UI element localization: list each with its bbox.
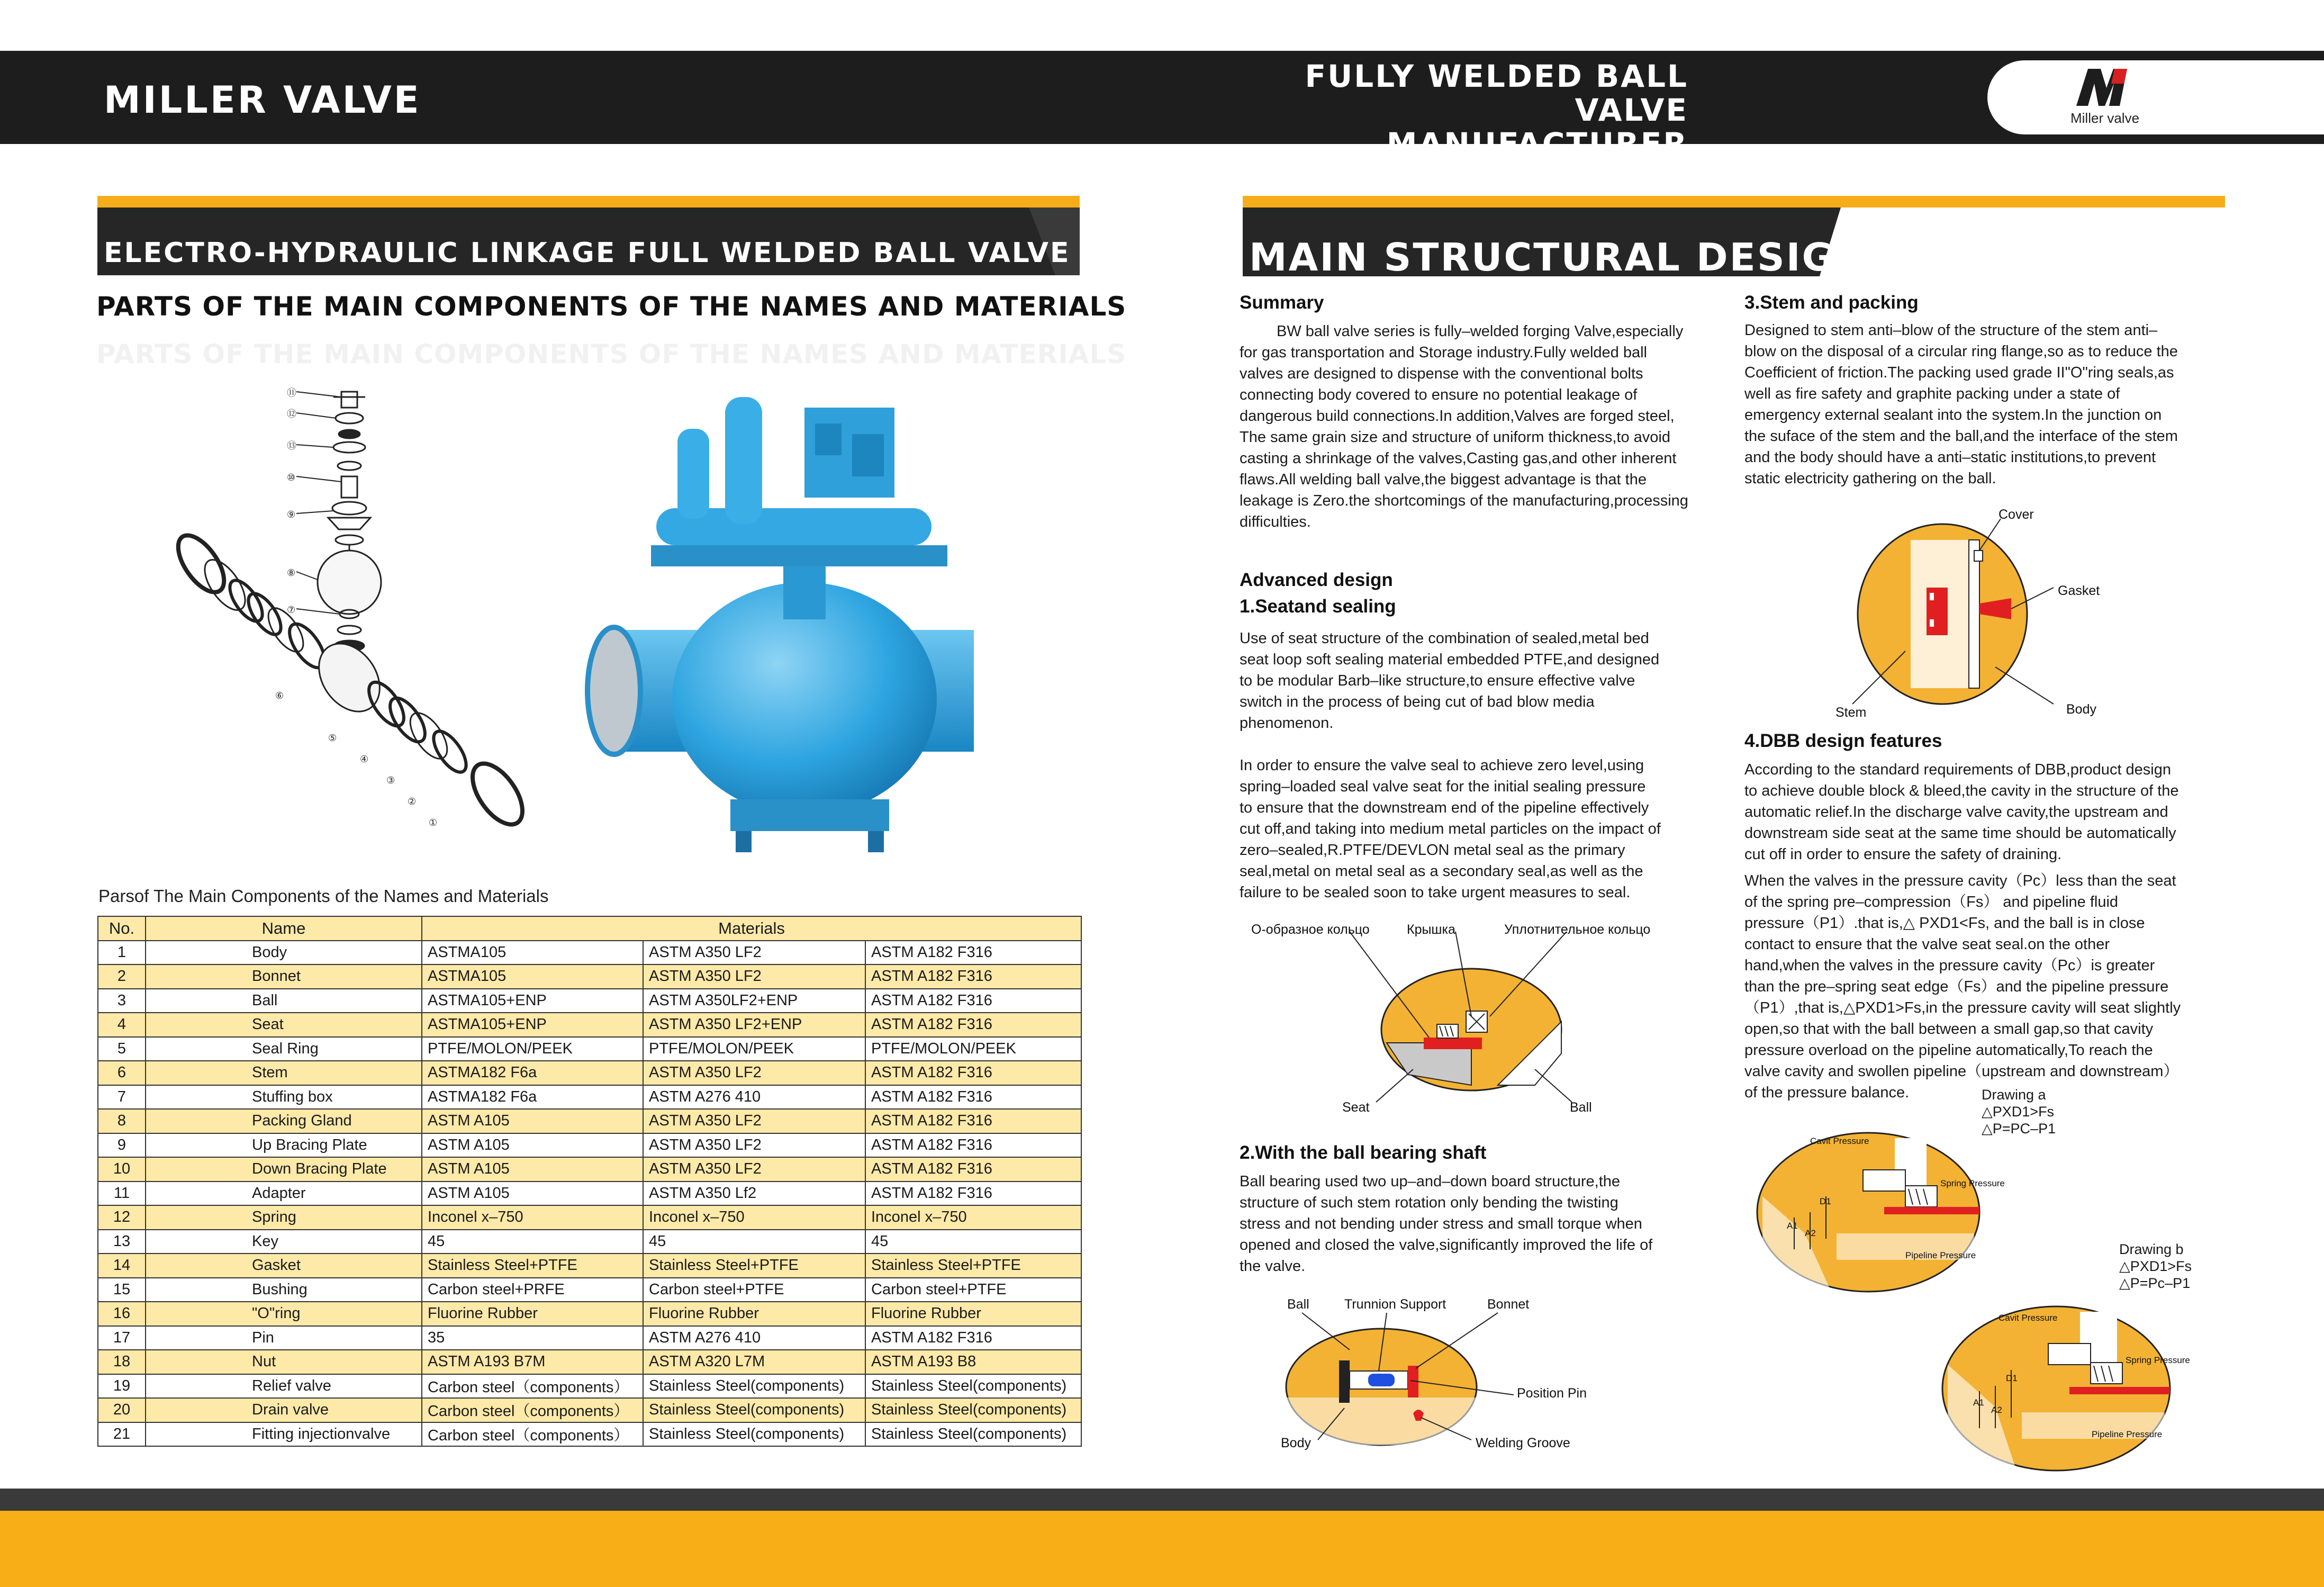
dbb-heading: 4.DBB design features [1744, 731, 1942, 751]
table-body [98, 941, 1081, 1447]
table-row [98, 1422, 1081, 1447]
table-row [98, 1398, 1081, 1422]
cell-material-2: Stainless Steel(components) [643, 1398, 865, 1422]
bearing-line: opened and closed the valve,significantly improved the life of [1240, 1237, 1653, 1254]
table-row [98, 1326, 1081, 1350]
cell-material-2: 45 [643, 1230, 865, 1254]
cell-material-2: PTFE/MOLON/PEEK [643, 1037, 865, 1061]
cell-part-name: Packing Gland [146, 1109, 422, 1133]
cell-no: 14 [98, 1254, 146, 1278]
cell-no: 2 [98, 964, 146, 989]
label-d1: D1 [1820, 1196, 1831, 1206]
label-spring-pressure: Spring Pressure [2126, 1355, 2190, 1365]
cell-material-2: ASTM A350 LF2 [643, 1061, 865, 1085]
label-a2: A2 [1805, 1228, 1816, 1238]
cell-material-3: Stainless Steel+PTFE [865, 1254, 1081, 1278]
footer-bar-dark [0, 1489, 2324, 1511]
table-row [98, 1254, 1081, 1278]
drawing-a-formula-2: △P=PC–P1 [1982, 1121, 2056, 1137]
summary-line: valves are designed to dispense with the conventional bolts [1240, 365, 1643, 382]
stem-line: and the body should have a anti–static institutions,to prevent [1744, 449, 2156, 466]
summary-heading: Summary [1240, 292, 1324, 313]
cell-material-1: ASTM A105 [422, 1133, 643, 1158]
bearing-heading: 2.With the ball bearing shaft [1240, 1142, 1487, 1163]
cell-no: 20 [98, 1398, 146, 1422]
cell-no: 8 [98, 1109, 146, 1133]
seat-line: In order to ensure the valve seal to achieve zero level,using [1240, 757, 1644, 774]
cell-part-name: Bushing [146, 1278, 422, 1302]
cell-material-3: ASTM A182 F316 [865, 1326, 1081, 1350]
cell-material-1: Carbon steel+PRFE [422, 1278, 643, 1302]
cell-part-name: Ball [146, 989, 422, 1013]
label-d1: D1 [2006, 1373, 2018, 1383]
cell-material-2: ASTM A276 410 [643, 1085, 865, 1110]
drawing-b-formula-2: △P=Pc–P1 [2119, 1275, 2191, 1291]
tagline-line-1: FULLY WELDED BALL VALVE [1305, 58, 1688, 128]
table-row [98, 1205, 1081, 1230]
dbb-line: of the pressure balance. [1744, 1084, 1910, 1101]
cell-material-1: ASTMA105 [422, 964, 643, 989]
cell-material-1: ASTMA105+ENP [422, 989, 643, 1013]
dbb-line: than the pre–spring seat edge（Fs）and the pipeline pressure [1744, 978, 2169, 995]
cell-material-1: Inconel x–750 [422, 1205, 643, 1230]
callout-3: ③ [386, 775, 395, 786]
subtitle-reflection: PARTS OF THE MAIN COMPONENTS OF THE NAMES AND MATERIALS [96, 339, 1127, 369]
cell-material-3: ASTM A182 F316 [865, 1157, 1081, 1182]
cell-material-2: ASTM A350 LF2 [643, 1133, 865, 1158]
dbb-line: open,so that with the ball between a small gap,so that cavity [1744, 1021, 2154, 1038]
dbb-line: to achieve double block & bleed,the cavity in the structure of the [1744, 782, 2179, 799]
cell-no: 1 [98, 941, 146, 965]
cell-part-name: Relief valve [146, 1374, 422, 1399]
header-name: Name [146, 916, 422, 941]
header-tagline [1233, 59, 1688, 161]
seat-line: seal,metal on metal seal as a secondary seal,as well as the [1240, 863, 1643, 880]
cell-part-name: Body [146, 941, 422, 965]
bearing-line: stress and not bending under stress and small torque when [1240, 1215, 1642, 1232]
cell-material-2: ASTM A350 LF2 [643, 1109, 865, 1133]
dbb-line: downstream side seat at the same time should be automatically [1744, 825, 2176, 842]
cell-material-2: ASTM A350 LF2+ENP [643, 1013, 865, 1037]
label-seat: Seat [1342, 1100, 1370, 1115]
callout-10: ⑩ [287, 472, 296, 483]
cell-part-name: Gasket [146, 1254, 422, 1278]
cell-material-2: Fluorine Rubber [643, 1302, 865, 1326]
cell-no: 19 [98, 1374, 146, 1399]
drawing-b-caption [2119, 1241, 2192, 1292]
cell-material-3: Fluorine Rubber [865, 1302, 1081, 1326]
drawing-a-title: Drawing a [1982, 1087, 2046, 1103]
stem-packing-diagram [1821, 508, 2117, 725]
cell-material-3: ASTM A182 F316 [865, 941, 1081, 965]
seat-line: cut off,and taking into medium metal particles on the impact of [1240, 820, 1661, 837]
seat-line: phenomenon. [1240, 715, 1334, 732]
dbb-line: of the spring pre–compression（Fs） and pipeline fluid [1744, 894, 2119, 910]
table-row [98, 1157, 1081, 1182]
advanced-design-heading: Advanced design [1240, 570, 1393, 590]
cell-part-name: Pin [146, 1326, 422, 1350]
table-row [98, 1302, 1081, 1326]
cell-material-3: Inconel x–750 [865, 1205, 1081, 1230]
label-welding-groove: Welding Groove [1476, 1436, 1570, 1450]
cell-material-1: ASTMA182 F6a [422, 1061, 643, 1085]
cell-material-3: ASTM A182 F316 [865, 1109, 1081, 1133]
cell-material-1: Stainless Steel+PTFE [422, 1254, 643, 1278]
cell-material-1: ASTM A193 B7M [422, 1350, 643, 1374]
cell-no: 10 [98, 1157, 146, 1182]
cell-material-2: Carbon steel+PTFE [643, 1278, 865, 1302]
cell-material-3: ASTM A193 B8 [865, 1350, 1081, 1374]
stem-line: well as fire safety and graphite packing under a state of [1744, 385, 2120, 402]
label-pipeline-pressure: Pipeline Pressure [2092, 1429, 2163, 1439]
cell-no: 13 [98, 1230, 146, 1254]
cell-part-name: Seal Ring [146, 1037, 422, 1061]
exploded-view-diagram [153, 381, 556, 842]
cell-part-name: "O"ring [146, 1302, 422, 1326]
cell-no: 11 [98, 1182, 146, 1206]
section-subtitle: PARTS OF THE MAIN COMPONENTS OF THE NAMES AND MATERIALS [96, 291, 1127, 322]
cell-material-1: PTFE/MOLON/PEEK [422, 1037, 643, 1061]
parts-materials-table [97, 916, 1082, 1447]
cell-no: 4 [98, 1013, 146, 1037]
table-row [98, 1085, 1081, 1110]
table-caption: Parsof The Main Components of the Names and Materials [98, 886, 549, 906]
summary-line: BW ball valve series is fully–welded forging Valve,especially [1277, 323, 1684, 340]
cell-material-2: ASTM A350 LF2 [643, 941, 865, 965]
seat-sealing-text [1240, 628, 1703, 734]
dbb-line: According to the standard requirements of DBB,product design [1744, 761, 2172, 778]
cell-no: 17 [98, 1326, 146, 1350]
label-cover-ru: Крышка [1407, 922, 1455, 937]
dbb-line: When the valves in the pressure cavity（Pc）less than the seat [1744, 872, 2176, 889]
table-row [98, 1350, 1081, 1374]
cell-no: 5 [98, 1037, 146, 1061]
callout-12: ⑫ [287, 409, 296, 420]
table-row [98, 989, 1081, 1013]
cell-material-1: 35 [422, 1326, 643, 1350]
cell-part-name: Drain valve [146, 1398, 422, 1422]
miller-logo-icon [2072, 67, 2141, 107]
seat-line: failure to be sealed soon to take urgent measures to seal. [1240, 884, 1631, 901]
cell-no: 3 [98, 989, 146, 1013]
dbb-line: （P1）,that is,△PXD1>Fs,in the pressure cavity will seat slightly [1744, 999, 2181, 1016]
cell-material-1: ASTM A105 [422, 1182, 643, 1206]
seat-line: spring–loaded seal valve seat for the initial sealing pressure [1240, 778, 1646, 795]
table-row [98, 1374, 1081, 1399]
cell-material-1: Fluorine Rubber [422, 1302, 643, 1326]
seat-line: zero–sealed,R.PTFE/DEVLON metal seal as the primary [1240, 842, 1625, 859]
table-row [98, 1013, 1081, 1037]
cell-material-1: ASTM A105 [422, 1157, 643, 1182]
summary-line: difficulties. [1240, 513, 1311, 530]
table-header-row [98, 916, 1081, 941]
cell-part-name: Key [146, 1230, 422, 1254]
label-ball: Ball [1570, 1100, 1592, 1115]
cell-part-name: Up Bracing Plate [146, 1133, 422, 1158]
cell-material-3: ASTM A182 F316 [865, 989, 1081, 1013]
label-o-ring: О-образное кольцо [1251, 922, 1370, 937]
label-bonnet: Bonnet [1487, 1297, 1530, 1312]
cell-material-2: ASTM A350 Lf2 [643, 1182, 865, 1206]
table-row [98, 941, 1081, 965]
summary-line: casting a shrinkage of the valves,Casting gas,and other inherent [1240, 450, 1677, 467]
label-ball: Ball [1287, 1297, 1309, 1312]
table-row [98, 1061, 1081, 1085]
cell-no: 7 [98, 1085, 146, 1110]
dbb-drawing-b [1937, 1301, 2175, 1476]
drawing-a-caption [1982, 1086, 2056, 1137]
logo-badge [1987, 60, 2324, 134]
table-row [98, 1182, 1081, 1206]
cell-material-1: Carbon steel（components） [422, 1374, 643, 1399]
callout-11: ⑪ [287, 387, 296, 399]
callout-9: ⑨ [287, 509, 296, 520]
cell-part-name: Fitting injectionvalve [146, 1422, 422, 1447]
cell-no: 6 [98, 1061, 146, 1085]
cell-material-3: ASTM A182 F316 [865, 1061, 1081, 1085]
cell-part-name: Nut [146, 1350, 422, 1374]
label-a2: A2 [1991, 1405, 2002, 1415]
summary-line: flaws.All welding ball valve,the biggest advantage is that the [1240, 471, 1647, 488]
dbb-line: hand,when the valves in the pressure cavity（Pc）is greater [1744, 957, 2155, 974]
stem-line: Designed to stem anti–blow of the structure of the stem anti– [1744, 322, 2158, 339]
cell-material-2: ASTM A276 410 [643, 1326, 865, 1350]
cell-material-3: Carbon steel+PTFE [865, 1278, 1081, 1302]
callout-5: ⑤ [328, 733, 337, 744]
bearing-line: the valve. [1240, 1258, 1306, 1275]
cell-material-3: ASTM A182 F316 [865, 1085, 1081, 1110]
cell-material-3: ASTM A182 F316 [865, 1182, 1081, 1206]
left-banner-title: ELECTRO-HYDRAULIC LINKAGE FULL WELDED BALL VALVE [104, 237, 1071, 269]
seat-line: to be modular Barb–like structure,to ensure effective valve [1240, 672, 1635, 689]
label-cover: Cover [1999, 507, 2034, 522]
cell-material-2: Stainless Steel+PTFE [643, 1254, 865, 1278]
cell-part-name: Bonnet [146, 964, 422, 989]
stem-line: Coefficient of friction.The packing used grade II"O"ring seals,as [1744, 364, 2174, 381]
dbb-text-2 [1744, 870, 2223, 1103]
cell-material-3: Stainless Steel(components) [865, 1422, 1081, 1447]
cell-material-1: ASTM A105 [422, 1109, 643, 1133]
tagline-line-2: MANUFACTURER [1386, 126, 1688, 162]
table-row [98, 1230, 1081, 1254]
callout-6: ⑥ [275, 690, 284, 701]
right-banner-stripe [1243, 196, 2225, 208]
seat-line: switch in the process of being cut of bad blow media [1240, 693, 1595, 710]
cell-material-1: 45 [422, 1230, 643, 1254]
stem-line: the suface of the stem and the ball,and the interface of the stem [1744, 428, 2178, 445]
summary-line: for gas transportation and Storage industry.Fully welded ball [1240, 344, 1648, 361]
seat-line: seat loop soft sealing material embedded PTFE,and designed [1240, 651, 1660, 668]
valve-illustration [572, 386, 1006, 863]
label-a1: A1 [1787, 1221, 1798, 1231]
summary-line: dangerous build connections.In addition,Valves are forged steel, [1240, 408, 1675, 425]
label-stem: Stem [1835, 705, 1867, 720]
label-body: Body [1281, 1436, 1311, 1450]
label-gasket: Gasket [2058, 583, 2100, 598]
drawing-b-formula-1: △PXD1>Fs [2119, 1258, 2192, 1274]
callout-13: ⑬ [287, 440, 296, 452]
table-row [98, 1133, 1081, 1158]
cell-no: 16 [98, 1302, 146, 1326]
seat-line: to ensure that the downstream end of the pipeline effectively [1240, 799, 1649, 816]
drawing-a-formula-1: △PXD1>Fs [1982, 1104, 2055, 1120]
seat-sealing-diagram [1249, 916, 1704, 1128]
cell-material-3: ASTM A182 F316 [865, 1133, 1081, 1158]
table-row [98, 1278, 1081, 1302]
stem-line: emergency external sealant into the system.In the junction on [1744, 407, 2162, 423]
cell-material-2: ASTM A350LF2+ENP [643, 989, 865, 1013]
cell-material-2: ASTM A350 LF2 [643, 1157, 865, 1182]
table-row [98, 964, 1081, 989]
cell-part-name: Adapter [146, 1182, 422, 1206]
cell-no: 12 [98, 1205, 146, 1230]
cell-material-2: Inconel x–750 [643, 1205, 865, 1230]
cell-material-1: ASTMA105+ENP [422, 1013, 643, 1037]
header-no: No. [98, 916, 146, 941]
cell-material-1: Carbon steel（components） [422, 1398, 643, 1422]
callout-8: ⑧ [287, 567, 296, 579]
right-banner-title: MAIN STRUCTURAL DESIGN [1249, 235, 1868, 279]
cell-material-1: ASTMA182 F6a [422, 1085, 643, 1110]
cell-no: 21 [98, 1422, 146, 1447]
cell-material-2: ASTM A350 LF2 [643, 964, 865, 989]
dbb-line: automatic relief.In the discharge valve cavity,the upstream and [1744, 804, 2168, 820]
stem-heading: 3.Stem and packing [1744, 292, 1919, 313]
label-body: Body [2066, 702, 2096, 717]
dbb-drawing-a [1752, 1128, 1985, 1297]
cell-part-name: Spring [146, 1205, 422, 1230]
cell-material-3: Stainless Steel(components) [865, 1398, 1081, 1422]
cell-part-name: Down Bracing Plate [146, 1157, 422, 1182]
table-row [98, 1109, 1081, 1133]
label-trunnion: Trunnion Support [1344, 1297, 1446, 1312]
cell-no: 9 [98, 1133, 146, 1158]
label-cavity-pressure: Cavit Pressure [1999, 1313, 2058, 1323]
label-cavity-pressure: Cavit Pressure [1810, 1136, 1869, 1146]
drawing-b-title: Drawing b [2119, 1241, 2184, 1257]
label-spring-pressure: Spring Pressure [1940, 1178, 2005, 1188]
logo-text: Miller valve [2070, 110, 2140, 126]
label-pipeline-pressure: Pipeline Pressure [1905, 1250, 1976, 1260]
cell-part-name: Stem [146, 1061, 422, 1085]
bearing-text [1240, 1171, 1703, 1277]
dbb-line: valve cavity and swollen pipeline（upstream and downstream） [1744, 1063, 2179, 1080]
cell-material-3: ASTM A182 F316 [865, 964, 1081, 989]
seat-sealing-text-2 [1240, 755, 1703, 903]
callout-7: ⑦ [287, 605, 296, 616]
dbb-line: contact to ensure that the valve seat seal.on the other [1744, 936, 2110, 953]
summary-line: The same grain size and structure of uniform thickness,to avoid [1240, 429, 1670, 446]
callout-1: ① [429, 817, 438, 828]
seat-sealing-heading: 1.Seatand sealing [1240, 596, 1396, 617]
brand-name: MILLER VALVE [104, 78, 421, 122]
stem-text [1744, 320, 2223, 489]
cell-material-3: 45 [865, 1230, 1081, 1254]
label-seal-ring-ru: Уплотнительное кольцо [1504, 922, 1651, 937]
footer-bar-gold [0, 1511, 2324, 1587]
dbb-line: pressure（P1）.that is,△ PXD1<Fs, and the ball is in close [1744, 915, 2145, 932]
cell-material-2: Stainless Steel(components) [643, 1374, 865, 1399]
callout-2: ② [408, 796, 417, 807]
header-materials: Materials [422, 916, 1081, 941]
cell-no: 15 [98, 1278, 146, 1302]
cell-part-name: Seat [146, 1013, 422, 1037]
table-row [98, 1037, 1081, 1061]
cell-material-2: Stainless Steel(components) [643, 1422, 865, 1447]
cell-material-2: ASTM A320 L7M [643, 1350, 865, 1374]
seat-line: Use of seat structure of the combination of sealed,metal bed [1240, 630, 1649, 647]
bearing-line: structure of such stem rotation only bending the twisting [1240, 1194, 1618, 1211]
stem-line: blow on the disposal of a circular ring flange,so as to reduce the [1744, 343, 2178, 360]
label-position-pin: Position Pin [1517, 1386, 1587, 1401]
cell-material-1: Carbon steel（components） [422, 1422, 643, 1447]
cell-material-3: ASTM A182 F316 [865, 1013, 1081, 1037]
cell-part-name: Stuffing box [146, 1085, 422, 1110]
summary-line: connecting body covered to ensure no potential leakage of [1240, 386, 1638, 403]
cell-material-3: PTFE/MOLON/PEEK [865, 1037, 1081, 1061]
left-banner-stripe [97, 196, 1080, 208]
summary-text [1240, 321, 1703, 533]
cell-material-3: Stainless Steel(components) [865, 1374, 1081, 1399]
dbb-line: pressure overload on the pipeline automatically,To reach the [1744, 1042, 2153, 1059]
callout-4: ④ [360, 754, 369, 765]
dbb-text [1744, 759, 2223, 865]
dbb-line: cut off in order to ensure the safety of draining. [1744, 846, 2062, 863]
cell-material-1: ASTMA105 [422, 941, 643, 965]
stem-line: static electricity gathering on the ball. [1744, 470, 1996, 487]
label-a1: A1 [1973, 1397, 1984, 1408]
summary-line: leakage is Zero.the shortcomings of the manufacturing,processing [1240, 492, 1688, 509]
bearing-line: Ball bearing used two up–and–down board structure,the [1240, 1173, 1621, 1190]
cell-no: 18 [98, 1350, 146, 1374]
